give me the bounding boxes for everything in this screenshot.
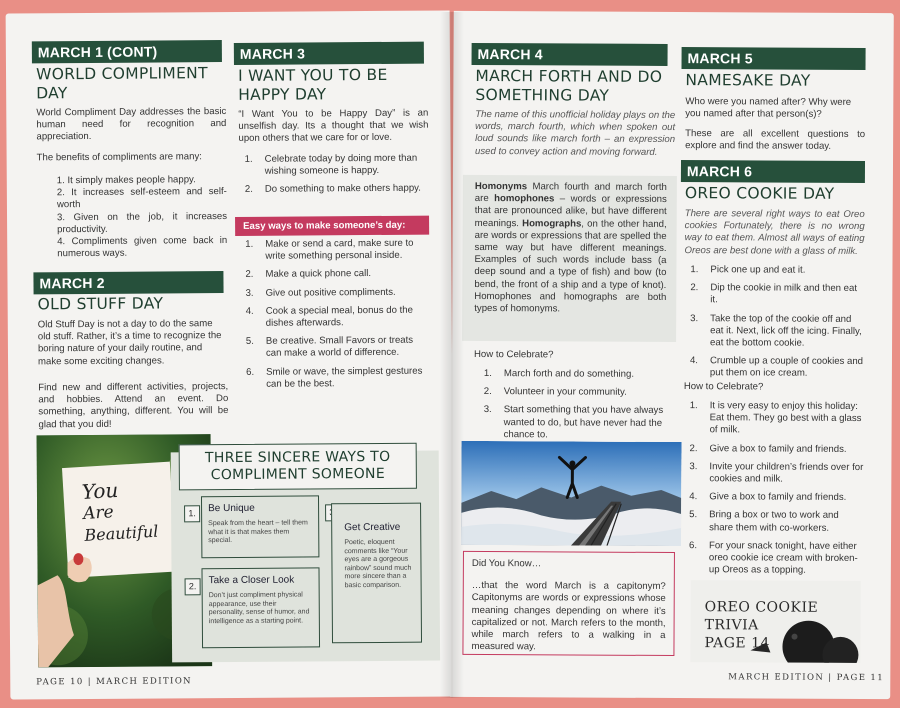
left-footer: PAGE 10 | MARCH EDITION <box>36 676 193 688</box>
list-item: 4. Give a box to family and friends. <box>689 491 847 504</box>
march-1-title <box>36 64 226 103</box>
three-ways-title-box <box>179 443 417 491</box>
way-1-title: Be Unique <box>208 502 255 515</box>
march-4-title-line1: MARCH FORTH AND DO <box>475 66 663 86</box>
list-item: 2. Dip the cookie in milk and then eat it. <box>690 282 858 306</box>
list-item: 1. Pick one up and eat it. <box>690 264 806 276</box>
march-2-paragraph-1: Old Stuff Day is not a day to do the same old stuff. Rather, it’s a time to recognize the boring nature of your daily routine, and make some exciting changes. <box>37 318 222 367</box>
march-3-tag: MARCH 3 <box>234 42 424 65</box>
list-item: 4. Cook a special meal, bonus do the dishes afterwards. <box>245 304 413 329</box>
way-2-number: 2. <box>185 578 201 595</box>
march-1-tag: MARCH 1 (CONT) <box>32 40 222 63</box>
list-item: 5. Bring a box or two to work and share them with co-workers. <box>689 509 839 534</box>
homonyms-box: Homonyms March fourth and march forth are homophones – words or expressions that are pronounced alike, but have different meanings. Homographs, on the other hand, are words or expressions that are spelled the same way but have different meanings. Examples of such words include bass (a deep sound and a type of fish) and bow (to bend, the front of a ship and a type of knot). Homophones and homographs are both types of homonyms. <box>462 175 677 342</box>
list-item: 2. Give a box to family and friends. <box>689 442 847 455</box>
list-item: 1. March forth and do something. <box>483 368 635 380</box>
march-3-title-line1: I WANT YOU TO BE <box>237 65 388 85</box>
way-2-card <box>201 567 320 648</box>
way-3-card <box>331 503 422 644</box>
list-item: 6. For your snack tonight, have either oreo cookie ice cream with broken-up Oreos as a topping. <box>688 539 858 576</box>
list-item: 3. Give out positive compliments. <box>245 286 396 299</box>
way-3-title: Get Creative <box>344 521 401 534</box>
march-5-title: NAMESAKE DAY <box>685 71 811 90</box>
march-6-title: OREO COOKIE DAY <box>684 184 835 203</box>
list-item: 2. Do something to make others happy. <box>244 183 421 196</box>
homonyms-term: Homonyms <box>474 180 528 193</box>
easy-ways-list <box>243 238 424 397</box>
march-6-how-heading: How to Celebrate? <box>683 381 764 393</box>
did-you-know-box <box>462 551 675 656</box>
list-item: 2. Volunteer in your community. <box>483 386 627 398</box>
march-4-title <box>475 67 675 106</box>
three-ways-title-line2: COMPLIMENT SOMEONE <box>210 465 385 484</box>
way-1-text: Speak from the heart – tell them what it is that makes them special. <box>208 519 308 545</box>
march-1-title-line2: DAY <box>36 84 68 103</box>
list-item: 3. Take the top of the cookie off and eat it. Next, lick off the icing. Finally, eat the bottom cookie. <box>690 312 862 349</box>
march-4-list <box>482 368 672 448</box>
right-page <box>450 11 894 699</box>
three-ways-title-line1: THREE SINCERE WAYS TO <box>204 448 391 467</box>
left-page <box>6 10 455 699</box>
march-3-intro: “I Want You to be Happy Day” is an unselfish day. Its a thought that we wish upon others that we care for or love. <box>238 107 429 145</box>
oreo-trivia-line2: PAGE 14 <box>704 635 770 652</box>
note-line-3: Beautiful <box>83 521 159 545</box>
benefit-item: 1. It simply makes people happy. <box>56 174 196 187</box>
book-gutter <box>440 12 464 698</box>
did-you-know-title: Did You Know… <box>471 557 542 570</box>
note-handwriting <box>81 477 159 547</box>
march-5-text: These are all excellent questions to explore and find the answer today. <box>685 128 866 153</box>
benefit-item: 3. Given on the job, it increases productivity. <box>56 210 228 236</box>
list-item: 1. Celebrate today by doing more than wishing someone is happy. <box>244 152 418 177</box>
list-item: 3. Invite your children’s friends over for cookies and milk. <box>689 460 864 485</box>
march-6-celebrate-list <box>687 400 864 583</box>
oreo-trivia-box <box>690 580 860 663</box>
benefit-item: 2. It increases self-esteem and self-worth <box>56 186 227 211</box>
march-4-title-line2: SOMETHING DAY <box>475 85 610 105</box>
oreo-trivia-text <box>704 598 860 653</box>
march-3-list <box>243 153 429 203</box>
march-2-tag: MARCH 2 <box>33 271 223 294</box>
mountain-illustration <box>461 441 682 546</box>
march-5-tag: MARCH 5 <box>681 47 865 70</box>
way-1-number: 1. <box>184 505 200 522</box>
list-item: 2. Make a quick phone call. <box>245 268 372 281</box>
march-2-paragraph-2: Find new and different activities, projects, and hobbies. Attend an event. Do something, anything, different. You will be glad that you did! <box>38 381 229 430</box>
march-1-benefits-list <box>57 174 228 261</box>
oreo-trivia-line1: OREO COOKIE TRIVIA <box>704 599 819 634</box>
homophones-term: homophones <box>494 193 555 205</box>
march-3-title <box>238 66 428 105</box>
march-1-title-line1: WORLD COMPLIMENT <box>35 64 208 84</box>
march-4-tag: MARCH 4 <box>472 43 668 66</box>
homographs-term: Homographs <box>522 217 582 230</box>
way-3-text: Poetic, eloquent comments like “Your eyes are a gorgeous rainbow” sound much more sincere than a basic comparison. <box>344 538 412 590</box>
march-6-intro: There are several right ways to eat Oreo cookies Fortunately, there is no wrong way to eat them. Almost all ways of eating Oreos are best done with a glass of milk. <box>684 208 865 257</box>
march-3-title-line2: HAPPY DAY <box>238 85 327 104</box>
way-2-text: Don’t just compliment physical appearance, use their personality, sense of humor, and intelligence as a starting point. <box>208 591 310 625</box>
note-line-1: You <box>81 477 119 504</box>
easy-ways-header: Easy ways to make someone’s day: <box>235 216 429 236</box>
march-4-intro: The name of this unofficial holiday plays on the words, march fourth, which when spoken out loud sounds like march forth – an expression used to convey action and moving forward. <box>475 108 676 158</box>
way-1-card <box>201 495 319 558</box>
right-footer: MARCH EDITION | PAGE 11 <box>728 672 885 684</box>
march-1-intro: World Compliment Day addresses the basic human need for recognition and appreciation. <box>36 106 227 143</box>
march-6-ways-list <box>688 264 865 387</box>
list-item: 4. Crumble up a couple of cookies and put them on ice cream. <box>689 355 864 380</box>
mountain-photo <box>461 441 682 546</box>
list-item: 3. Start something that you have always wanted to do, but have never had the chance to. <box>483 404 664 441</box>
march-4-how-heading: How to Celebrate? <box>473 348 554 361</box>
list-item: 1. Make or send a card, make sure to write something personal inside. <box>245 237 414 262</box>
march-2-title: OLD STUFF DAY <box>37 294 164 314</box>
march-1-benefits-lead: The benefits of compliments are many: <box>36 151 202 164</box>
note-line-2: Are <box>82 502 115 524</box>
march-6-tag: MARCH 6 <box>681 160 865 183</box>
list-item: 1. It is very easy to enjoy this holiday: Eat them. They go best with a glass of milk. <box>689 400 862 436</box>
way-2-title: Take a Closer Look <box>208 574 295 587</box>
did-you-know-text: …that the word March is a capitonym? Capitonyms are words or expressions whose meaning changes depending on where it’s capitalized or not. March refers to the month, while march refers to a walking in a measured way. <box>471 580 666 653</box>
benefit-item: 4. Compliments given come back in numerous ways. <box>57 235 228 260</box>
list-item: 6. Smile or wave, the simplest gestures can be the best. <box>246 365 423 390</box>
march-5-question: Who were you named after? Why were you named after that person(s)? <box>685 96 852 120</box>
list-item: 5. Be creative. Small Favors or treats can make a world of difference. <box>245 334 414 360</box>
